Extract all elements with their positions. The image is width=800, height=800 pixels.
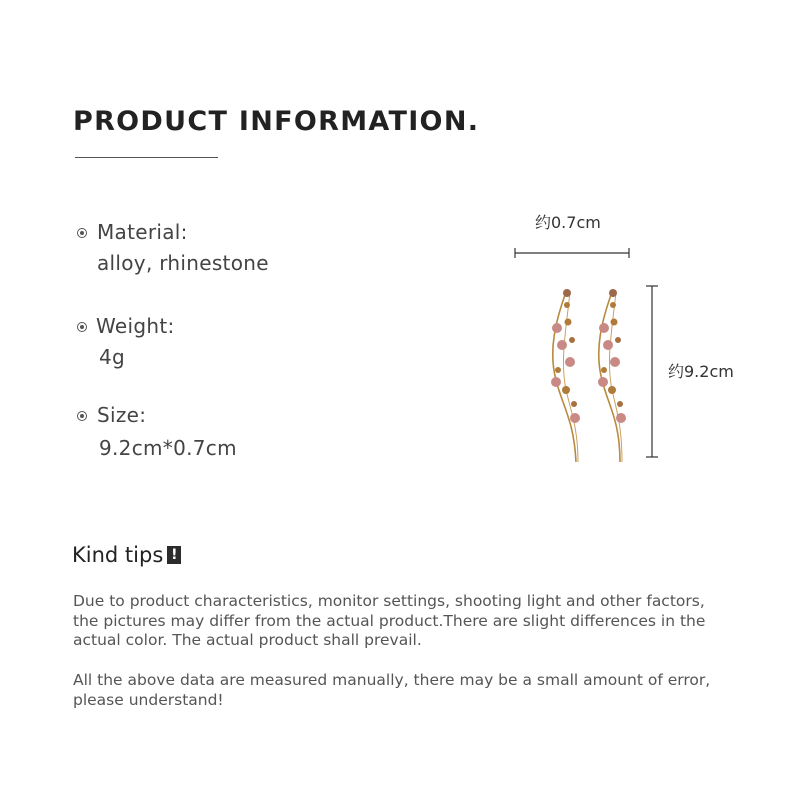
material-value: alloy, rhinestone — [97, 251, 269, 275]
disclaimer-paragraph: Due to product characteristics, monitor settings, shooting light and other factors, the pictures may differ from the actual product.There are slight differences in the actual color. The actual product shall prevail. — [73, 592, 706, 649]
material-label: Material: — [97, 220, 188, 244]
width-dimension-label: 约0.7cm — [535, 213, 601, 232]
height-dimension-line — [646, 286, 658, 457]
kind-tips-title: Kind tips — [72, 543, 164, 567]
weight-label: Weight: — [96, 314, 175, 338]
weight-value: 4g — [99, 345, 126, 369]
right-earring — [598, 289, 626, 462]
height-dimension-label: 约9.2cm — [668, 362, 734, 381]
width-dimension-line — [515, 248, 629, 258]
size-value: 9.2cm*0.7cm — [99, 436, 237, 460]
measurement-note: All the above data are measured manually, there may be a small amount of error, please understand! — [73, 671, 711, 709]
kind-tips-heading — [72, 540, 181, 570]
exclamation-icon: ! — [167, 546, 181, 564]
left-earring — [551, 289, 580, 462]
size-label: Size: — [97, 403, 147, 427]
page-title: PRODUCT INFORMATION. — [73, 106, 480, 137]
